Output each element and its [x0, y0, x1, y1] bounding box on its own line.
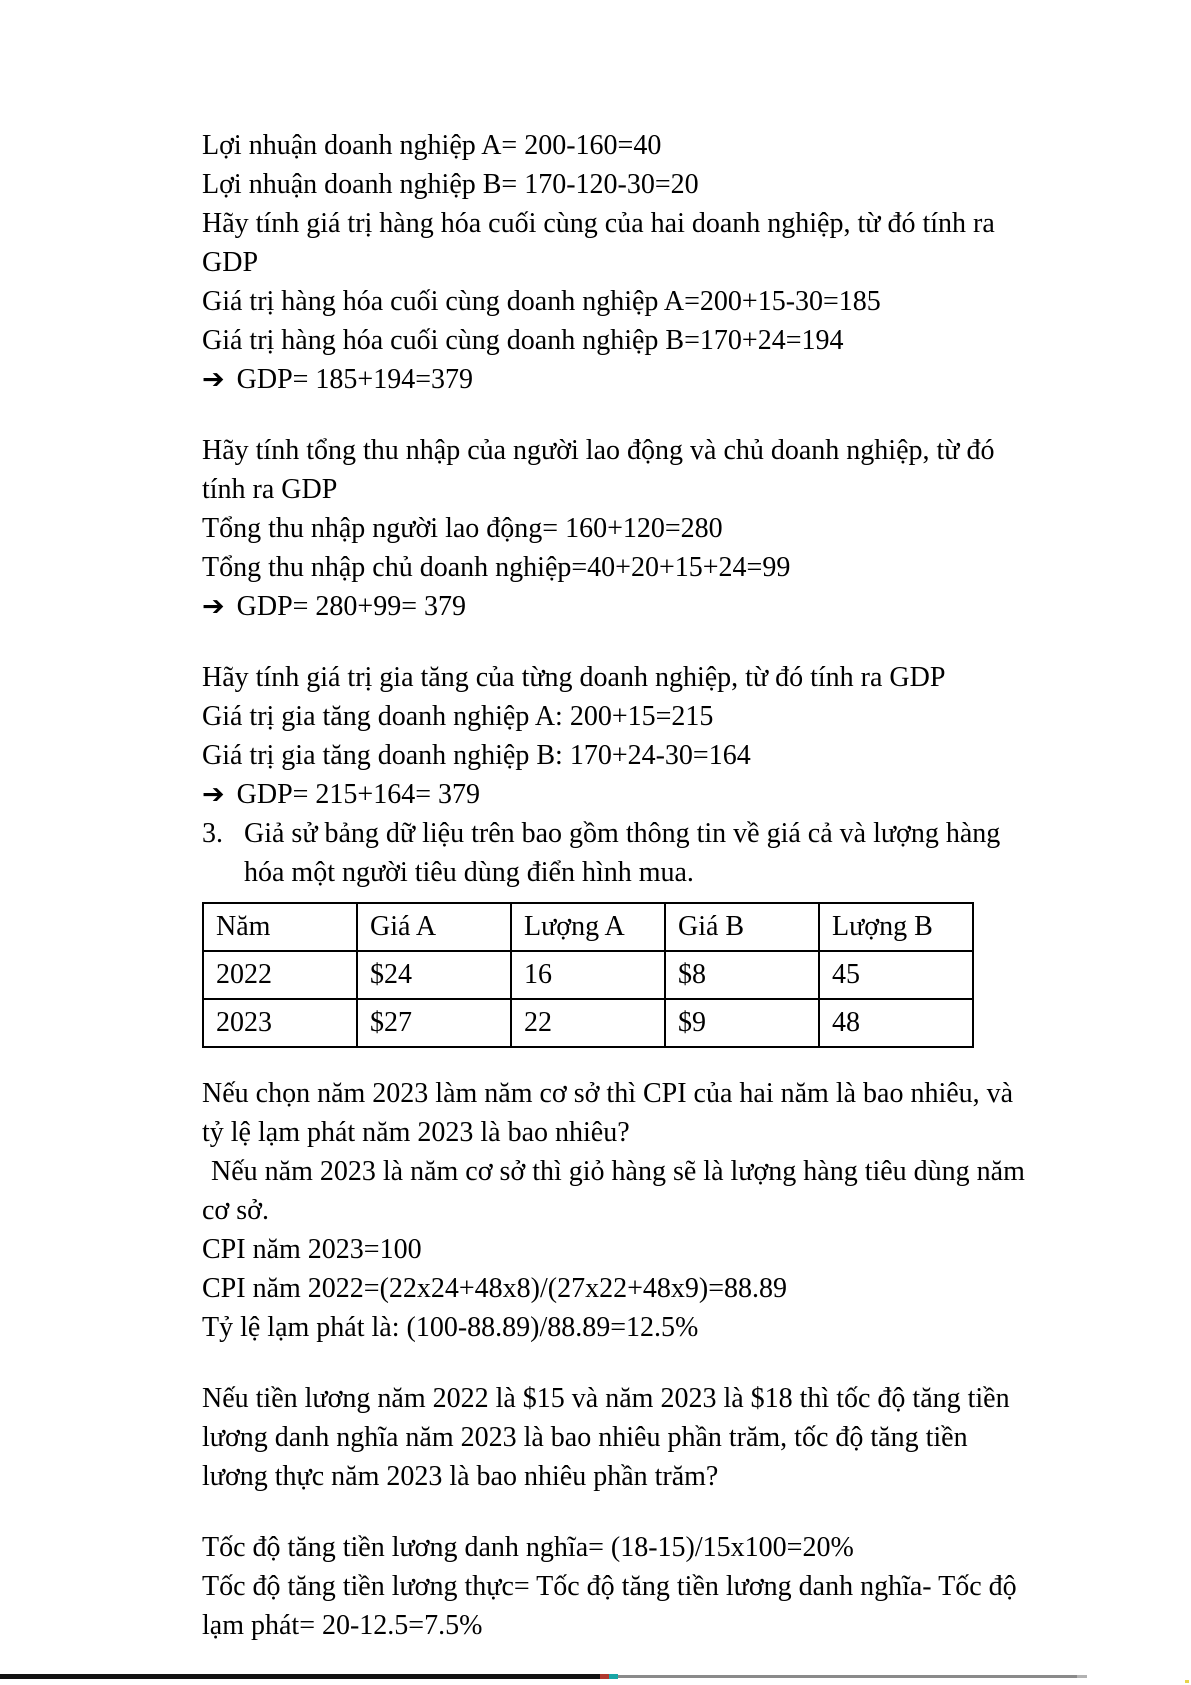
text-line: Tỷ lệ lạm phát là: (100-88.89)/88.89=12.5% [202, 1312, 699, 1343]
table-row [203, 951, 973, 999]
text-line: lương thực năm 2023 là bao nhiêu phần trăm? [202, 1461, 719, 1492]
text-line: hóa một người tiêu dùng điển hình mua. [244, 857, 694, 888]
text-line: GDP [202, 247, 259, 278]
table-cell: 16 [511, 951, 665, 999]
table-header-cell: Lượng A [511, 903, 665, 951]
table-cell: 2023 [203, 999, 357, 1047]
table-header-cell: Giá B [665, 903, 819, 951]
table-cell: $9 [665, 999, 819, 1047]
text-line: Nếu chọn năm 2023 làm năm cơ sở thì CPI của hai năm là bao nhiêu, và [202, 1078, 1014, 1109]
table-cell: 2022 [203, 951, 357, 999]
progress-played-segment [0, 1674, 600, 1679]
text-line: Giá trị gia tăng doanh nghiệp B: 170+24-30=164 [202, 740, 751, 771]
text-line: cơ sở. [202, 1195, 269, 1226]
table-cell: 22 [511, 999, 665, 1047]
price-quantity-table [202, 902, 974, 1048]
text-line: Giá trị gia tăng doanh nghiệp A: 200+15=215 [202, 701, 714, 732]
document-content [202, 126, 1032, 1645]
text-line: Hãy tính giá trị hàng hóa cuối cùng của hai doanh nghiệp, từ đó tính ra [202, 208, 995, 239]
table-header-cell: Năm [203, 903, 357, 951]
table-cell: 45 [819, 951, 973, 999]
final-goods-block [202, 126, 1032, 399]
table-header-cell: Lượng B [819, 903, 973, 951]
text-line: Hãy tính tổng thu nhập của người lao động và chủ doanh nghiệp, từ đó [202, 435, 995, 466]
table-cell: $24 [357, 951, 511, 999]
text-line: Giả sử bảng dữ liệu trên bao gồm thông tin về giá cả và lượng hàng [244, 818, 1001, 849]
table-row [203, 999, 973, 1047]
text-line: lương danh nghĩa năm 2023 là bao nhiêu phần trăm, tốc độ tăng tiền [202, 1422, 968, 1453]
text-line: Giá trị hàng hóa cuối cùng doanh nghiệp A=200+15-30=185 [202, 286, 881, 317]
gdp-result-line [202, 587, 1032, 626]
bottom-progress-bar[interactable] [0, 1674, 1191, 1682]
corner-speck [1185, 1680, 1189, 1683]
wage-answer-block [202, 1528, 1032, 1645]
text-line: lạm phát= 20-12.5=7.5% [202, 1610, 483, 1641]
progress-marker-red [600, 1674, 609, 1679]
text-line: tỷ lệ lạm phát năm 2023 là bao nhiêu? [202, 1117, 630, 1148]
text-line: CPI năm 2023=100 [202, 1234, 422, 1265]
text-line: Nếu năm 2023 là năm cơ sở thì giỏ hàng sẽ là lượng hàng tiêu dùng năm [211, 1156, 1025, 1187]
table-cell: $8 [665, 951, 819, 999]
progress-track-segment [618, 1675, 1077, 1678]
text-line: Giá trị hàng hóa cuối cùng doanh nghiệp B=170+24=194 [202, 325, 844, 356]
text-line: Tốc độ tăng tiền lương danh nghĩa= (18-15)/15x100=20% [202, 1532, 854, 1563]
income-block [202, 431, 1032, 626]
wage-question-block [202, 1379, 1032, 1496]
text-line: Tổng thu nhập chủ doanh nghiệp=40+20+15+24=99 [202, 552, 791, 583]
table-header-row [203, 903, 973, 951]
progress-marker-teal [609, 1674, 618, 1679]
arrow-icon: ➔ [202, 779, 225, 810]
numbered-item-3 [202, 814, 1032, 892]
text-line: CPI năm 2022=(22x24+48x8)/(27x22+48x9)=88.89 [202, 1273, 788, 1304]
text-line: tính ra GDP [202, 474, 338, 505]
gdp-result-line [202, 775, 1032, 814]
text-line: Tổng thu nhập người lao động= 160+120=280 [202, 513, 723, 544]
cpi-block [202, 1074, 1032, 1347]
text-line: Lợi nhuận doanh nghiệp B= 170-120-30=20 [202, 169, 699, 200]
list-item-text [244, 814, 1032, 892]
table-cell: 48 [819, 999, 973, 1047]
arrow-icon: ➔ [202, 364, 225, 395]
text-line: Lợi nhuận doanh nghiệp A= 200-160=40 [202, 130, 662, 161]
gdp-result-text: GDP= 185+194=379 [236, 364, 474, 395]
gdp-result-text: GDP= 280+99= 379 [236, 591, 467, 622]
text-line: Hãy tính giá trị gia tăng của từng doanh nghiệp, từ đó tính ra GDP [202, 662, 946, 693]
value-added-block [202, 658, 1032, 814]
gdp-result-text: GDP= 215+164= 379 [236, 779, 481, 810]
table-header-cell: Giá A [357, 903, 511, 951]
table-cell: $27 [357, 999, 511, 1047]
list-number: 3. [202, 818, 223, 849]
text-line: Nếu tiền lương năm 2022 là $15 và năm 2023 là $18 thì tốc độ tăng tiền [202, 1383, 1010, 1414]
progress-track-end-segment [1077, 1675, 1087, 1678]
text-line: Tốc độ tăng tiền lương thực= Tốc độ tăng tiền lương danh nghĩa- Tốc độ [202, 1571, 1017, 1602]
arrow-icon: ➔ [202, 591, 225, 622]
gdp-result-line [202, 360, 1032, 399]
